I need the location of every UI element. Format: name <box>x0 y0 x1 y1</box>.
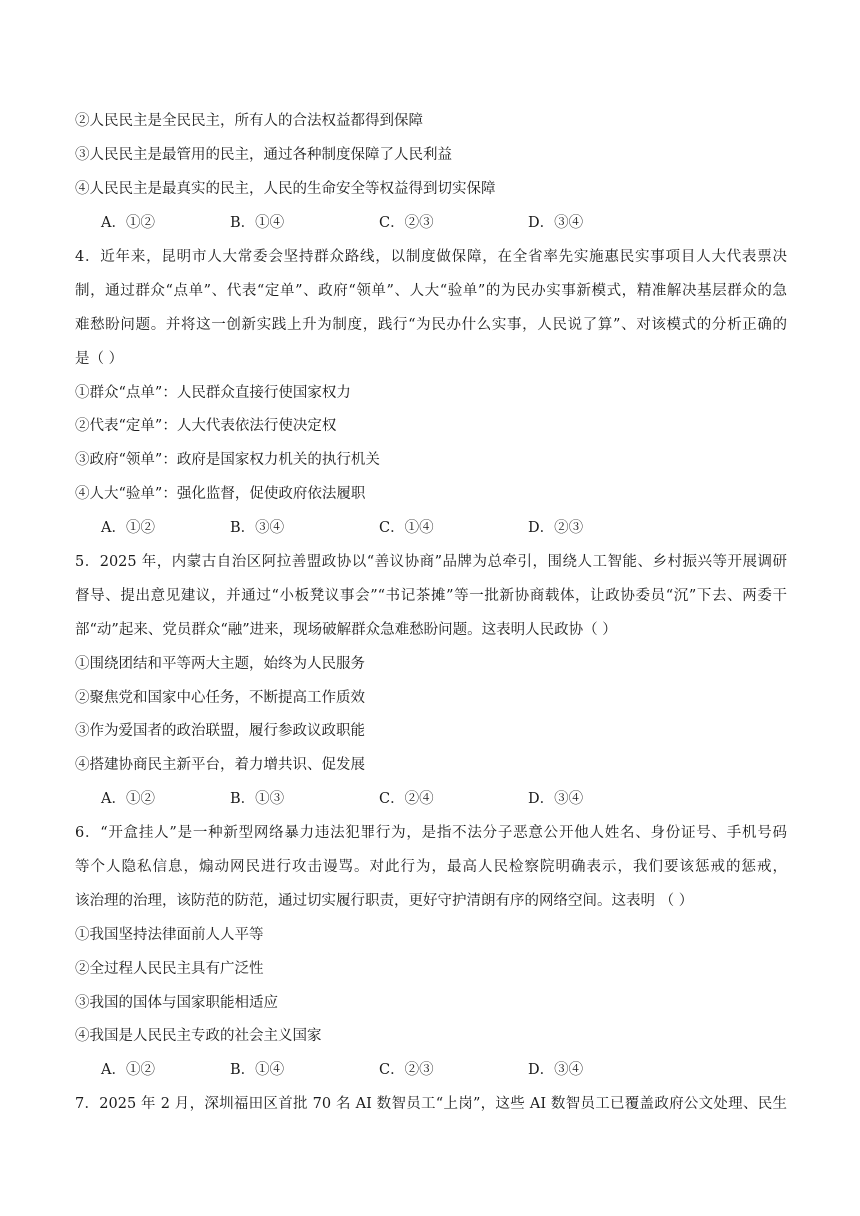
q3-item-4: ④人民民主是最真实的民主，人民的生命安全等权益得到切实保障 <box>75 181 496 197</box>
q4-item-4: ④人大“验单”：强化监督，促使政府依法履职 <box>75 486 366 502</box>
q6-option-b[interactable]: B．①④ <box>230 1062 285 1078</box>
q5-option-a[interactable]: A．①② <box>101 791 155 807</box>
q6-stem-line-1: 6．“开盒挂人”是一种新型网络暴力违法犯罪行为，是指不法分子恶意公开他人姓名、身份证号、手机号码 <box>75 825 788 841</box>
q4-options <box>101 518 701 538</box>
q3-option-a[interactable]: A．①② <box>101 215 155 231</box>
q5-stem-line-3: 部“动”起来、党员群众“融”进来，现场破解群众急难愁盼问题。这表明人民政协（ ） <box>75 622 617 638</box>
q6-stem-line-2: 等个人隐私信息，煽动网民进行攻击谩骂。对此行为，最高人民检察院明确表示，我们要该惩戒的惩戒， <box>75 859 787 875</box>
q6-option-d[interactable]: D．③④ <box>528 1062 584 1078</box>
q5-option-b[interactable]: B．①③ <box>230 791 285 807</box>
q5-options <box>101 789 701 809</box>
q4-option-c[interactable]: C．①④ <box>379 520 434 536</box>
q5-item-2: ②聚焦党和国家中心任务，不断提高工作质效 <box>75 690 365 706</box>
q5-item-1: ①围绕团结和平等两大主题，始终为人民服务 <box>75 656 365 672</box>
q5-option-d[interactable]: D．③④ <box>528 791 584 807</box>
q7-stem-line-1: 7．2025 年 2 月，深圳福田区首批 70 名 AI 数智员工“上岗”，这些 AI 数智员工已覆盖政府公文处理、民生 <box>75 1096 787 1112</box>
q4-option-b[interactable]: B．③④ <box>230 520 285 536</box>
q4-item-3: ③政府“领单”：政府是国家权力机关的执行机关 <box>75 452 380 468</box>
q4-stem-line-3: 难愁盼问题。并将这一创新实践上升为制度，践行“为民办什么实事，人民说了算”、对该模式的分析正确的 <box>75 317 787 333</box>
q3-option-c[interactable]: C．②③ <box>379 215 434 231</box>
q3-option-d[interactable]: D．③④ <box>528 215 584 231</box>
q6-item-1: ①我国坚持法律面前人人平等 <box>75 927 264 943</box>
q3-options <box>101 213 701 233</box>
q4-item-2: ②代表“定单”：人大代表依法行使决定权 <box>75 418 337 434</box>
q6-option-a[interactable]: A．①② <box>101 1062 155 1078</box>
q6-stem-line-3: 该治理的治理，该防范的防范，通过切实履行职责，更好守护清朗有序的网络空间。这表明 （ ） <box>75 893 694 909</box>
q4-option-a[interactable]: A．①② <box>101 520 155 536</box>
q6-item-3: ③我国的国体与国家职能相适应 <box>75 995 278 1011</box>
q6-item-4: ④我国是人民民主专政的社会主义国家 <box>75 1028 322 1044</box>
q6-item-2: ②全过程人民民主具有广泛性 <box>75 961 264 977</box>
q3-option-b[interactable]: B．①④ <box>230 215 285 231</box>
q6-options <box>101 1060 701 1080</box>
q5-stem-line-2: 督导、提出意见建议，并通过“小板凳议事会”“书记茶摊”等一批新协商载体，让政协委员“沉”下去、两委干 <box>75 588 787 604</box>
q4-stem-line-2: 制，通过群众“点单”、代表“定单”、政府“领单”、人大“验单”的为民办实事新模式，精准解决基层群众的急 <box>75 283 787 299</box>
q6-option-c[interactable]: C．②③ <box>379 1062 434 1078</box>
q4-stem-line-1: 4．近年来，昆明市人大常委会坚持群众路线，以制度做保障，在全省率先实施惠民实事项目人大代表票决 <box>75 249 787 265</box>
q5-option-c[interactable]: C．②④ <box>379 791 434 807</box>
q4-item-1: ①群众“点单”：人民群众直接行使国家权力 <box>75 385 351 401</box>
q5-stem-line-1: 5．2025 年，内蒙古自治区阿拉善盟政协以“善议协商”品牌为总牵引，围绕人工智能、乡村振兴等开展调研 <box>75 554 787 570</box>
q3-item-3: ③人民民主是最管用的民主，通过各种制度保障了人民利益 <box>75 147 452 163</box>
q4-option-d[interactable]: D．②③ <box>528 520 584 536</box>
q5-item-4: ④搭建协商民主新平台，着力增共识、促发展 <box>75 757 365 773</box>
q3-item-2: ②人民民主是全民民主，所有人的合法权益都得到保障 <box>75 113 423 129</box>
q5-item-3: ③作为爱国者的政治联盟，履行参政议政职能 <box>75 723 365 739</box>
q4-stem-line-4: 是（ ） <box>75 351 124 367</box>
